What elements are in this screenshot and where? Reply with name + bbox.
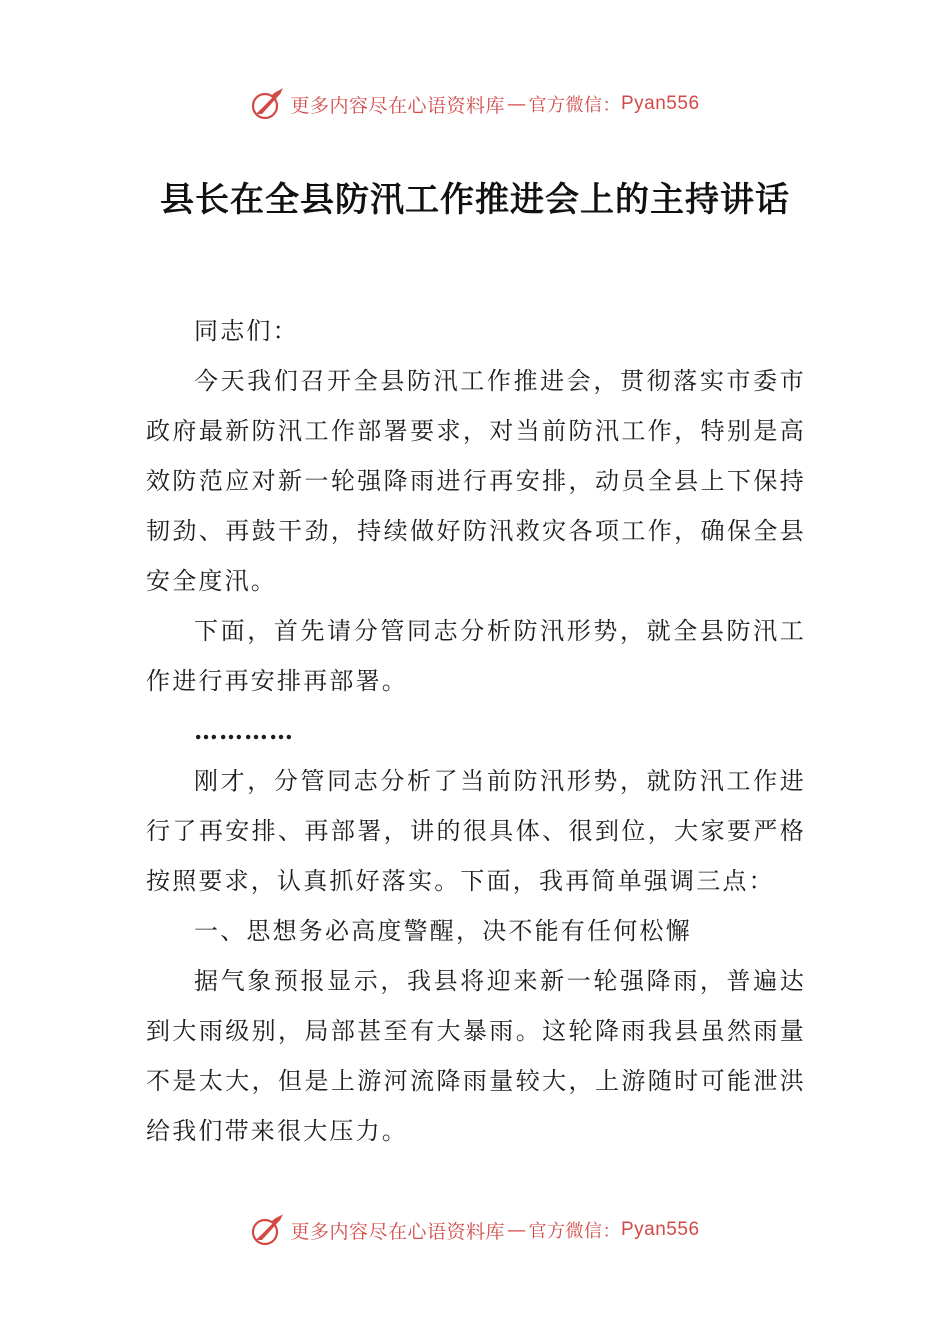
paragraph-summary: 刚才，分管同志分析了当前防汛形势，就防汛工作进行了再安排、再部署，讲的很具体、很到位，大家要严格按照要求，认真抓好落实。下面，我再简单强调三点： [146,767,806,895]
section-heading-1: 一、思想务必高度警醒，决不能有任何松懈 [194,917,692,945]
banner-wechat-label: 官方微信： [528,95,621,116]
quill-pen-logo-icon [250,87,284,121]
banner-brand-text: 更多内容尽在心语资料库 [290,1220,505,1243]
header-banner [0,84,950,124]
paragraph-salutation: 同志们： [194,317,299,345]
paragraph-weather: 据气象预报显示，我县将迎来新一轮强降雨，普遍达到大雨级别，局部甚至有大暴雨。这轮降雨我县虽然雨量不是太大，但是上游河流降雨量较大，上游随时可能泄洪给我们带来很大压力。 [146,967,806,1145]
document-title: 县长在全县防汛工作推进会上的主持讲话 [160,180,790,220]
banner-wechat-id: Pyan556 [621,93,700,114]
banner-wechat-id: Pyan556 [621,1219,700,1240]
paragraph-first-agenda: 下面，首先请分管同志分析防汛形势，就全县防汛工作进行再安排再部署。 [146,617,806,695]
banner-separator: — [507,93,527,115]
footer-banner [0,1210,950,1250]
banner-wechat-label: 官方微信： [528,1221,621,1242]
banner-brand-text: 更多内容尽在心语资料库 [290,94,505,117]
banner-separator: — [507,1219,527,1241]
paragraph-ellipsis: ………… [194,716,294,745]
paragraph-opening: 今天我们召开全县防汛工作推进会，贯彻落实市委市政府最新防汛工作部署要求，对当前防汛工作，特别是高效防范应对新一轮强降雨进行再安排，动员全县上下保持韧劲、再鼓干劲，持续做好防汛救灾各项工作，确保全县安全度汛。 [146,367,806,595]
document-body [146,306,806,1156]
quill-pen-logo-icon [250,1213,284,1247]
